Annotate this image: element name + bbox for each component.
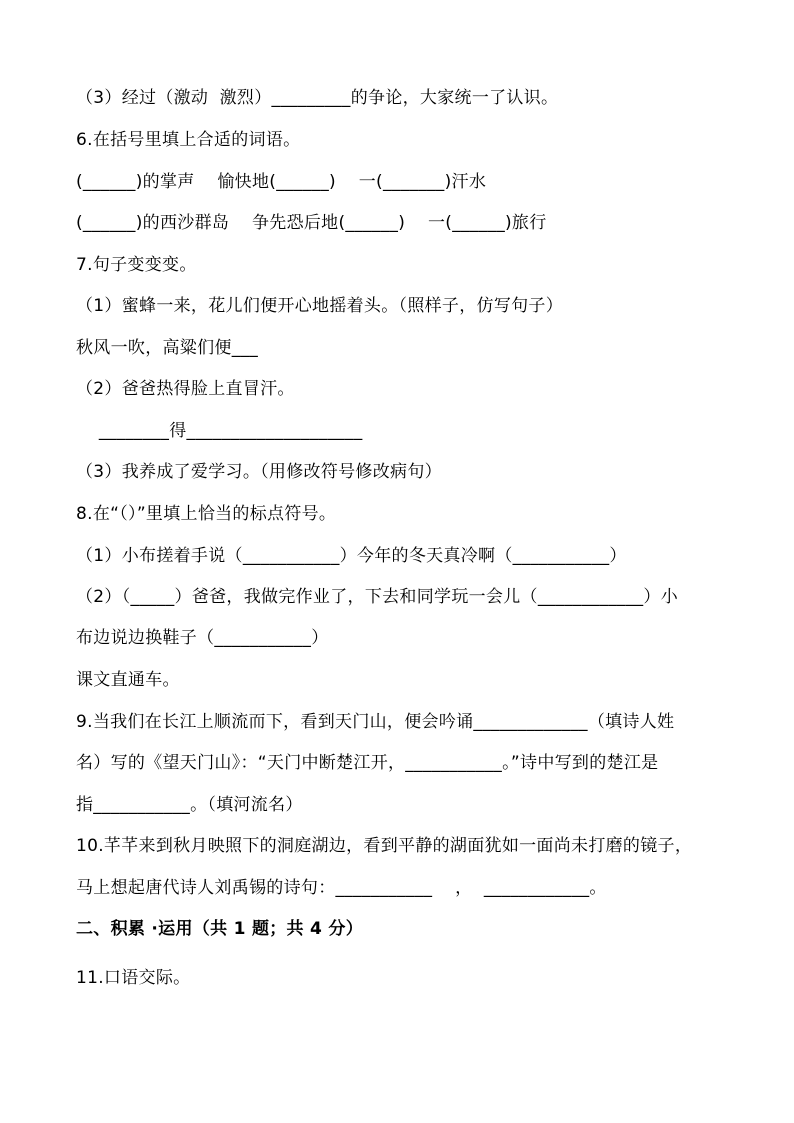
- question-8-title: 8.在“（）”里填上恰当的标点符号。: [76, 504, 337, 524]
- question-10: 10.芊芊来到秋月映照下的洞庭湖边，看到平静的湖面犹如一面尚未打磨的镜子，: [76, 836, 693, 856]
- question-7-title: 7.句子变变变。: [76, 255, 197, 275]
- question-9-cont: 名）写的《望天门山》：“天门中断楚江开，___________。”诗中写到的楚江是: [76, 753, 659, 773]
- question-9-end: 指___________。（填河流名）: [76, 795, 303, 815]
- section-text-express: 课文直通车。: [76, 670, 180, 690]
- question-8-2-cont: 布边说边换鞋子（___________）: [76, 628, 329, 648]
- question-7-1-answer: 秋风一吹，高粱们便___: [76, 338, 259, 358]
- question-10-cont: 马上想起唐代诗人刘禹锡的诗句：___________ ， ____________。: [76, 878, 607, 898]
- question-7-2: （2）爸爸热得脸上直冒汗。: [76, 379, 295, 399]
- question-6-row-2: (______)的西沙群岛 争先恐后地(______) 一(______)旅行: [76, 213, 547, 233]
- question-7-3: （3）我养成了爱学习。（用修改符号修改病句）: [76, 462, 442, 482]
- question-6-row-1: (______)的掌声 愉快地(______) 一(_______)汗水: [76, 172, 487, 192]
- section-2-heading: 二、积累 ·运用（共 1 题；共 4 分）: [76, 919, 364, 939]
- question-5-3: （3）经过（激动 激烈）_________的争论，大家统一了认识。: [76, 88, 559, 108]
- question-7-1: （1）蜜蜂一来，花儿们便开心地摇着头。（照样子，仿写句子）: [76, 296, 564, 316]
- question-9: 9.当我们在长江上顺流而下，看到天门山，便会吟诵_____________（填诗人姓: [76, 712, 675, 732]
- question-11: 11.口语交际。: [76, 968, 191, 988]
- question-7-2-answer: ________得____________________: [76, 421, 363, 441]
- question-6-title: 6.在括号里填上合适的词语。: [76, 130, 301, 150]
- question-8-2: （2）（_____）爸爸，我做完作业了，下去和同学玩一会儿（____________）小: [76, 587, 679, 607]
- question-8-1: （1）小布搓着手说（___________）今年的冬天真冷啊（___________）: [76, 546, 627, 566]
